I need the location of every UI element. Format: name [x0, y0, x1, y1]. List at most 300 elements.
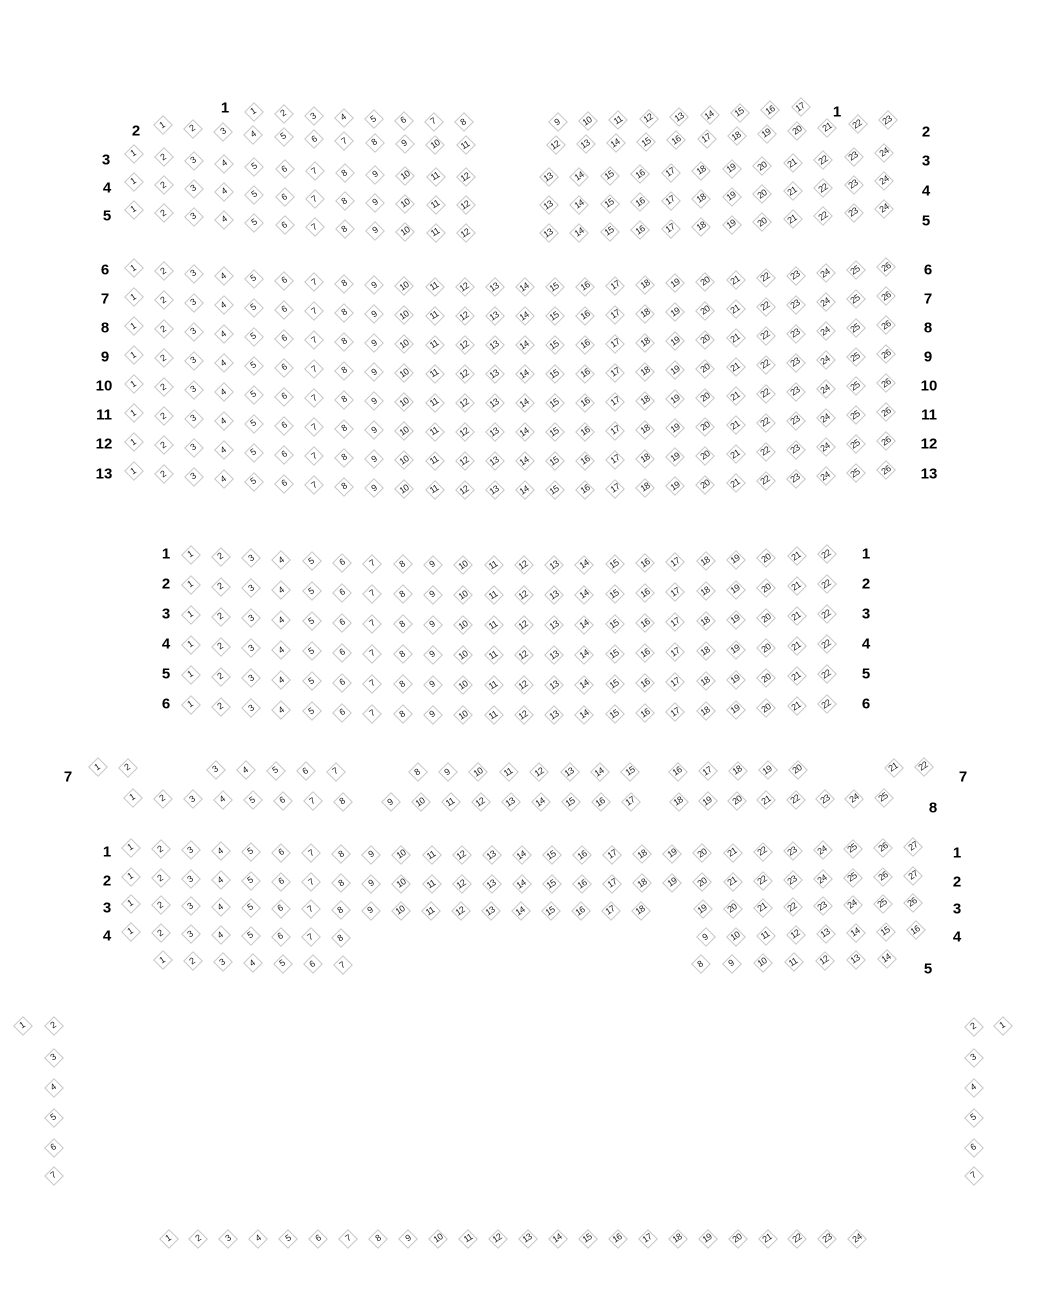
seat[interactable]	[604, 704, 624, 724]
seat[interactable]	[845, 289, 865, 309]
seat[interactable]	[483, 705, 503, 725]
seat[interactable]	[334, 476, 354, 496]
seat[interactable]	[692, 843, 712, 863]
seat[interactable]	[212, 789, 232, 809]
seat[interactable]	[725, 609, 745, 629]
seat[interactable]	[815, 437, 835, 457]
seat[interactable]	[394, 450, 414, 470]
seat[interactable]	[392, 704, 412, 724]
seat[interactable]	[725, 386, 745, 406]
seat[interactable]	[481, 845, 501, 865]
seat[interactable]	[304, 272, 324, 292]
seat[interactable]	[667, 761, 687, 781]
seat[interactable]	[123, 171, 143, 191]
seat[interactable]	[605, 275, 625, 295]
seat[interactable]	[876, 315, 896, 335]
seat[interactable]	[665, 418, 685, 438]
seat[interactable]	[271, 871, 291, 891]
seat[interactable]	[544, 645, 564, 665]
seat[interactable]	[364, 449, 384, 469]
seat[interactable]	[123, 461, 143, 481]
seat[interactable]	[123, 199, 143, 219]
seat[interactable]	[123, 258, 143, 278]
seat[interactable]	[453, 705, 473, 725]
seat[interactable]	[602, 844, 622, 864]
seat[interactable]	[453, 555, 473, 575]
seat[interactable]	[787, 120, 807, 140]
seat[interactable]	[695, 611, 715, 631]
seat[interactable]	[123, 403, 143, 423]
seat[interactable]	[395, 193, 415, 213]
seat[interactable]	[487, 1228, 507, 1248]
seat[interactable]	[755, 354, 775, 374]
seat[interactable]	[786, 696, 806, 716]
seat[interactable]	[695, 551, 715, 571]
seat[interactable]	[183, 292, 203, 312]
seat[interactable]	[963, 1047, 983, 1067]
seat[interactable]	[786, 546, 806, 566]
seat[interactable]	[600, 900, 620, 920]
seat[interactable]	[123, 287, 143, 307]
seat[interactable]	[755, 412, 775, 432]
seat[interactable]	[963, 1137, 983, 1157]
seat[interactable]	[575, 276, 595, 296]
seat[interactable]	[875, 921, 895, 941]
seat[interactable]	[845, 434, 865, 454]
seat[interactable]	[213, 121, 233, 141]
seat[interactable]	[692, 872, 712, 892]
seat[interactable]	[756, 548, 776, 568]
seat[interactable]	[468, 762, 488, 782]
seat[interactable]	[665, 612, 685, 632]
seat[interactable]	[727, 1228, 747, 1248]
seat[interactable]	[729, 102, 749, 122]
seat[interactable]	[725, 549, 745, 569]
seat[interactable]	[398, 1228, 418, 1248]
seat[interactable]	[182, 118, 202, 138]
seat[interactable]	[845, 463, 865, 483]
seat[interactable]	[665, 702, 685, 722]
seat[interactable]	[691, 188, 711, 208]
seat[interactable]	[183, 379, 203, 399]
seat[interactable]	[240, 841, 260, 861]
seat[interactable]	[120, 921, 140, 941]
seat[interactable]	[605, 478, 625, 498]
seat[interactable]	[153, 377, 173, 397]
seat[interactable]	[212, 952, 232, 972]
seat[interactable]	[332, 582, 352, 602]
seat[interactable]	[785, 439, 805, 459]
seat[interactable]	[665, 302, 685, 322]
seat[interactable]	[755, 296, 775, 316]
seat[interactable]	[815, 292, 835, 312]
seat[interactable]	[213, 411, 233, 431]
seat[interactable]	[725, 328, 745, 348]
seat[interactable]	[725, 639, 745, 659]
seat[interactable]	[274, 444, 294, 464]
seat[interactable]	[332, 642, 352, 662]
seat[interactable]	[544, 335, 564, 355]
seat[interactable]	[43, 1107, 63, 1127]
seat[interactable]	[123, 143, 143, 163]
seat[interactable]	[243, 326, 263, 346]
seat[interactable]	[902, 892, 922, 912]
seat[interactable]	[241, 578, 261, 598]
seat[interactable]	[589, 762, 609, 782]
seat[interactable]	[454, 393, 474, 413]
seat[interactable]	[752, 184, 772, 204]
seat[interactable]	[334, 418, 354, 438]
seat[interactable]	[721, 214, 741, 234]
seat[interactable]	[364, 391, 384, 411]
seat[interactable]	[665, 672, 685, 692]
seat[interactable]	[545, 135, 565, 155]
seat[interactable]	[304, 330, 324, 350]
seat[interactable]	[722, 871, 742, 891]
seat[interactable]	[300, 927, 320, 947]
seat[interactable]	[183, 437, 203, 457]
seat[interactable]	[338, 1228, 358, 1248]
seat[interactable]	[756, 638, 776, 658]
seat[interactable]	[243, 101, 263, 121]
seat[interactable]	[120, 893, 140, 913]
seat[interactable]	[213, 295, 233, 315]
seat[interactable]	[120, 866, 140, 886]
seat[interactable]	[364, 362, 384, 382]
seat[interactable]	[874, 170, 894, 190]
seat[interactable]	[842, 894, 862, 914]
seat[interactable]	[210, 636, 230, 656]
seat[interactable]	[423, 111, 443, 131]
seat[interactable]	[424, 421, 444, 441]
seat[interactable]	[604, 644, 624, 664]
seat[interactable]	[599, 221, 619, 241]
seat[interactable]	[569, 194, 589, 214]
seat[interactable]	[538, 195, 558, 215]
seat[interactable]	[420, 901, 440, 921]
seat[interactable]	[454, 335, 474, 355]
seat[interactable]	[481, 874, 501, 894]
seat[interactable]	[787, 759, 807, 779]
seat[interactable]	[392, 644, 412, 664]
seat[interactable]	[183, 178, 203, 198]
seat[interactable]	[362, 673, 382, 693]
seat[interactable]	[873, 837, 893, 857]
seat[interactable]	[120, 837, 140, 857]
seat[interactable]	[153, 203, 173, 223]
seat[interactable]	[274, 357, 294, 377]
seat[interactable]	[484, 335, 504, 355]
seat[interactable]	[422, 584, 442, 604]
seat[interactable]	[816, 544, 836, 564]
seat[interactable]	[813, 178, 833, 198]
seat[interactable]	[696, 128, 716, 148]
seat[interactable]	[752, 841, 772, 861]
seat[interactable]	[752, 952, 772, 972]
seat[interactable]	[361, 873, 381, 893]
seat[interactable]	[304, 417, 324, 437]
seat[interactable]	[272, 790, 292, 810]
seat[interactable]	[785, 381, 805, 401]
seat[interactable]	[876, 460, 896, 480]
seat[interactable]	[180, 694, 200, 714]
seat[interactable]	[182, 789, 202, 809]
seat[interactable]	[332, 672, 352, 692]
seat[interactable]	[394, 133, 414, 153]
seat[interactable]	[697, 761, 717, 781]
seat[interactable]	[605, 420, 625, 440]
seat[interactable]	[575, 363, 595, 383]
seat[interactable]	[845, 347, 865, 367]
seat[interactable]	[424, 392, 444, 412]
seat[interactable]	[483, 555, 503, 575]
seat[interactable]	[150, 895, 170, 915]
seat[interactable]	[410, 792, 430, 812]
seat[interactable]	[815, 789, 835, 809]
seat[interactable]	[332, 791, 352, 811]
seat[interactable]	[180, 544, 200, 564]
seat[interactable]	[813, 150, 833, 170]
seat[interactable]	[424, 305, 444, 325]
seat[interactable]	[422, 554, 442, 574]
seat[interactable]	[785, 352, 805, 372]
seat[interactable]	[559, 762, 579, 782]
seat[interactable]	[304, 217, 324, 237]
seat[interactable]	[421, 874, 441, 894]
seat[interactable]	[785, 323, 805, 343]
seat[interactable]	[760, 100, 780, 120]
seat[interactable]	[630, 220, 650, 240]
seat[interactable]	[874, 142, 894, 162]
seat[interactable]	[334, 131, 354, 151]
seat[interactable]	[635, 613, 655, 633]
seat[interactable]	[756, 668, 776, 688]
seat[interactable]	[817, 117, 837, 137]
seat[interactable]	[244, 184, 264, 204]
seat[interactable]	[332, 552, 352, 572]
seat[interactable]	[815, 263, 835, 283]
seat[interactable]	[470, 792, 490, 812]
seat[interactable]	[695, 358, 715, 378]
seat[interactable]	[782, 870, 802, 890]
seat[interactable]	[304, 301, 324, 321]
seat[interactable]	[511, 874, 531, 894]
seat[interactable]	[845, 376, 865, 396]
seat[interactable]	[816, 604, 836, 624]
seat[interactable]	[575, 134, 595, 154]
seat[interactable]	[812, 869, 832, 889]
seat[interactable]	[180, 924, 200, 944]
seat[interactable]	[483, 645, 503, 665]
seat[interactable]	[244, 212, 264, 232]
seat[interactable]	[845, 318, 865, 338]
seat[interactable]	[782, 209, 802, 229]
seat[interactable]	[514, 451, 534, 471]
seat[interactable]	[334, 163, 354, 183]
seat[interactable]	[393, 110, 413, 130]
seat[interactable]	[483, 675, 503, 695]
seat[interactable]	[498, 762, 518, 782]
seat[interactable]	[572, 845, 592, 865]
seat[interactable]	[270, 898, 290, 918]
seat[interactable]	[660, 162, 680, 182]
seat[interactable]	[604, 554, 624, 574]
seat[interactable]	[511, 845, 531, 865]
seat[interactable]	[308, 1228, 328, 1248]
seat[interactable]	[183, 408, 203, 428]
seat[interactable]	[334, 219, 354, 239]
seat[interactable]	[300, 899, 320, 919]
seat[interactable]	[541, 874, 561, 894]
seat[interactable]	[500, 792, 520, 812]
seat[interactable]	[422, 644, 442, 664]
seat[interactable]	[755, 441, 775, 461]
seat[interactable]	[725, 415, 745, 435]
seat[interactable]	[365, 192, 385, 212]
seat[interactable]	[240, 897, 260, 917]
seat[interactable]	[451, 845, 471, 865]
seat[interactable]	[455, 195, 475, 215]
seat[interactable]	[364, 304, 384, 324]
seat[interactable]	[248, 1228, 268, 1248]
seat[interactable]	[547, 112, 567, 132]
seat[interactable]	[153, 435, 173, 455]
seat[interactable]	[544, 451, 564, 471]
seat[interactable]	[213, 324, 233, 344]
seat[interactable]	[153, 261, 173, 281]
seat[interactable]	[424, 334, 444, 354]
seat[interactable]	[605, 133, 625, 153]
seat[interactable]	[752, 870, 772, 890]
seat[interactable]	[726, 126, 746, 146]
seat[interactable]	[905, 920, 925, 940]
seat[interactable]	[635, 477, 655, 497]
seat[interactable]	[660, 218, 680, 238]
seat[interactable]	[752, 897, 772, 917]
seat[interactable]	[577, 1228, 597, 1248]
seat[interactable]	[210, 696, 230, 716]
seat[interactable]	[874, 198, 894, 218]
seat[interactable]	[635, 703, 655, 723]
seat[interactable]	[695, 671, 715, 691]
seat[interactable]	[331, 844, 351, 864]
seat[interactable]	[544, 277, 564, 297]
seat[interactable]	[334, 331, 354, 351]
seat[interactable]	[817, 1228, 837, 1248]
seat[interactable]	[43, 1137, 63, 1157]
seat[interactable]	[295, 761, 315, 781]
seat[interactable]	[274, 187, 294, 207]
seat[interactable]	[635, 419, 655, 439]
seat[interactable]	[816, 574, 836, 594]
seat[interactable]	[454, 480, 474, 500]
seat[interactable]	[756, 578, 776, 598]
seat[interactable]	[540, 901, 560, 921]
seat[interactable]	[422, 674, 442, 694]
seat[interactable]	[210, 606, 230, 626]
seat[interactable]	[842, 838, 862, 858]
seat[interactable]	[844, 788, 864, 808]
seat[interactable]	[274, 270, 294, 290]
seat[interactable]	[632, 873, 652, 893]
seat[interactable]	[963, 1077, 983, 1097]
seat[interactable]	[721, 158, 741, 178]
seat[interactable]	[605, 391, 625, 411]
seat[interactable]	[637, 1228, 657, 1248]
seat[interactable]	[332, 612, 352, 632]
seat[interactable]	[513, 585, 533, 605]
seat[interactable]	[963, 1016, 983, 1036]
seat[interactable]	[334, 389, 354, 409]
seat[interactable]	[210, 897, 230, 917]
seat[interactable]	[334, 447, 354, 467]
seat[interactable]	[755, 267, 775, 287]
seat[interactable]	[394, 392, 414, 412]
seat[interactable]	[180, 604, 200, 624]
seat[interactable]	[480, 901, 500, 921]
seat[interactable]	[484, 422, 504, 442]
seat[interactable]	[665, 331, 685, 351]
seat[interactable]	[782, 897, 802, 917]
seat[interactable]	[243, 297, 263, 317]
seat[interactable]	[484, 277, 504, 297]
seat[interactable]	[394, 479, 414, 499]
seat[interactable]	[304, 189, 324, 209]
seat[interactable]	[271, 700, 291, 720]
seat[interactable]	[699, 105, 719, 125]
seat[interactable]	[454, 277, 474, 297]
seat[interactable]	[360, 900, 380, 920]
seat[interactable]	[785, 468, 805, 488]
seat[interactable]	[876, 344, 896, 364]
seat[interactable]	[454, 306, 474, 326]
seat[interactable]	[665, 476, 685, 496]
seat[interactable]	[43, 1047, 63, 1067]
seat[interactable]	[513, 675, 533, 695]
seat[interactable]	[876, 402, 896, 422]
seat[interactable]	[725, 669, 745, 689]
seat[interactable]	[483, 615, 503, 635]
seat[interactable]	[604, 614, 624, 634]
seat[interactable]	[695, 701, 715, 721]
seat[interactable]	[635, 643, 655, 663]
seat[interactable]	[757, 760, 777, 780]
seat[interactable]	[218, 1228, 238, 1248]
seat[interactable]	[544, 480, 564, 500]
seat[interactable]	[43, 1015, 63, 1035]
seat[interactable]	[574, 614, 594, 634]
seat[interactable]	[608, 110, 628, 130]
seat[interactable]	[599, 193, 619, 213]
seat[interactable]	[756, 123, 776, 143]
seat[interactable]	[514, 364, 534, 384]
seat[interactable]	[425, 134, 445, 154]
seat[interactable]	[483, 585, 503, 605]
seat[interactable]	[484, 451, 504, 471]
seat[interactable]	[575, 421, 595, 441]
seat[interactable]	[123, 374, 143, 394]
seat[interactable]	[845, 922, 865, 942]
seat[interactable]	[605, 304, 625, 324]
seat[interactable]	[575, 305, 595, 325]
seat[interactable]	[697, 791, 717, 811]
seat[interactable]	[635, 583, 655, 603]
seat[interactable]	[725, 926, 745, 946]
seat[interactable]	[752, 212, 772, 232]
seat[interactable]	[301, 872, 321, 892]
seat[interactable]	[883, 757, 903, 777]
seat[interactable]	[213, 266, 233, 286]
